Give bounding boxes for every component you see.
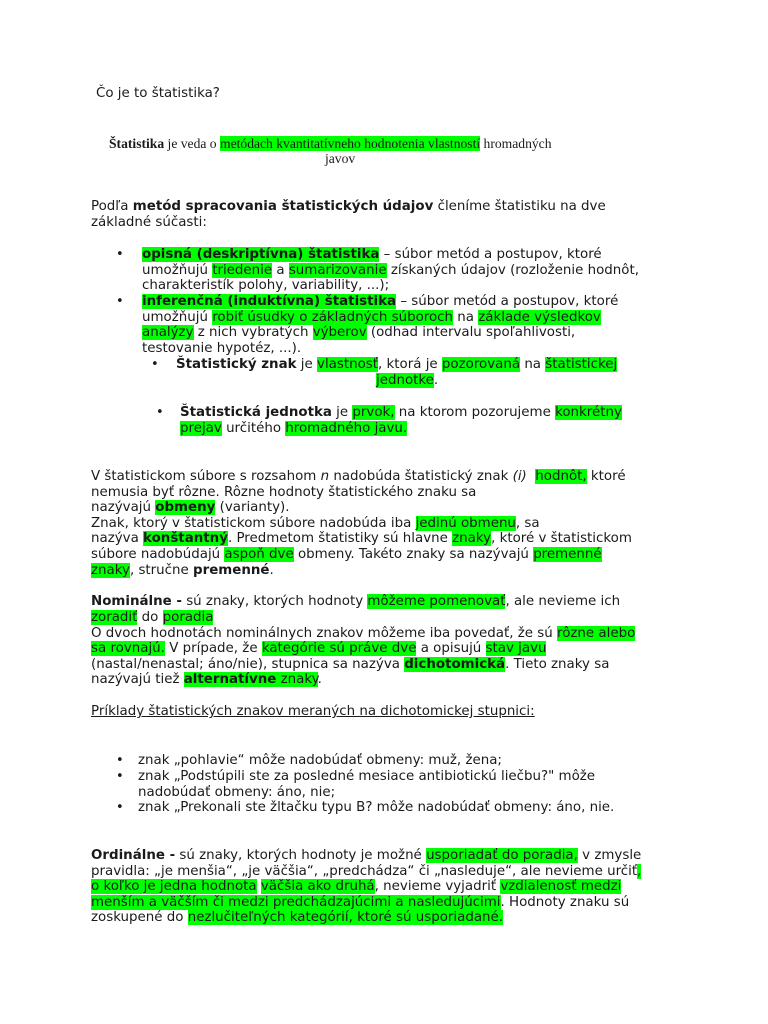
- page-title: Čo je to štatistika?: [96, 86, 220, 101]
- highlight: aspoň dve: [224, 547, 294, 562]
- definition-line-1: [109, 136, 552, 152]
- highlight: premenné: [533, 547, 602, 562]
- intro-line-2: základné súčasti:: [91, 215, 207, 230]
- text: a opisujú: [416, 641, 486, 656]
- paragraph-line: [91, 879, 621, 895]
- bold-text: Štatistický znak: [176, 357, 297, 372]
- highlight: kategórie sú práve dve: [261, 641, 417, 656]
- text: nazývajú: [91, 500, 156, 515]
- bullet-icon: •: [116, 247, 124, 262]
- text: určitého: [221, 421, 286, 436]
- highlight: sa rovnajú.: [91, 641, 165, 656]
- highlight: zoradiť: [91, 610, 138, 625]
- text: sú znaky, ktorých hodnoty je možné: [175, 848, 427, 863]
- text: členíme štatistiku na dve: [433, 199, 606, 214]
- highlight: znaky: [276, 672, 318, 687]
- paragraph-line: [91, 657, 609, 673]
- definition-term: Štatistika: [109, 136, 165, 151]
- bullet-icon: •: [116, 753, 124, 768]
- highlight: analýzy: [142, 325, 194, 340]
- paragraph-line: [91, 641, 546, 657]
- highlight: štatistickej: [545, 357, 618, 372]
- text: . Tieto znaky sa: [505, 657, 610, 672]
- list-item-line: [142, 325, 575, 341]
- highlight: jedinú obmenu: [415, 516, 516, 531]
- text: V prípade, že: [164, 641, 262, 656]
- highlight: poradia: [162, 610, 214, 625]
- text: sú znaky, ktorých hodnoty: [181, 594, 368, 609]
- text: na ktorom pozorujeme: [394, 405, 556, 420]
- highlight: opisná (deskriptívna) štatistika: [142, 247, 380, 262]
- italic-text: n: [320, 469, 330, 484]
- paragraph-line: [91, 895, 629, 911]
- highlight: prvok,: [352, 405, 395, 420]
- highlight: väčšia ako druhá: [260, 879, 375, 894]
- highlight: pozorovaná: [441, 357, 521, 372]
- highlight: konkrétny: [555, 405, 622, 420]
- list-item-line: [142, 263, 639, 279]
- highlight: prejav: [180, 421, 222, 436]
- text: ktoré: [586, 469, 626, 484]
- examples-heading: Príklady štatistických znakov meraných na dichotomickej stupnici:: [91, 704, 535, 719]
- paragraph-line: [91, 469, 626, 485]
- paragraph-line: [91, 500, 290, 516]
- text: O dvoch hodnotách nominálnych znakov môžeme iba povedať, že sú: [91, 626, 557, 641]
- list-item: znak „Prekonali ste žltačku typu B? môže nadobúdať obmeny: áno, nie.: [138, 800, 615, 815]
- text: umožňujú: [142, 263, 213, 278]
- list-item-line: nadobúdať obmeny: áno, nie;: [138, 785, 336, 800]
- list-item-line: [180, 421, 407, 437]
- text: V štatistickom súbore s rozsahom: [91, 469, 321, 484]
- highlight: znaky: [91, 563, 130, 578]
- text: , sa: [515, 516, 540, 531]
- text: nazýva: [91, 531, 144, 546]
- text: (varianty).: [215, 500, 290, 515]
- text: [527, 469, 536, 484]
- text: , stručne: [129, 563, 194, 578]
- highlight: výberov: [312, 325, 367, 340]
- text: Podľa: [91, 199, 133, 214]
- bold-text: Nominálne -: [91, 594, 182, 609]
- highlight: vlastnosť: [317, 357, 379, 372]
- paragraph-line: [91, 864, 641, 880]
- paragraph-line: [91, 531, 632, 547]
- highlight: alternatívne: [183, 672, 277, 687]
- bullet-icon: •: [116, 769, 124, 784]
- paragraph-line: [91, 610, 213, 626]
- text: je veda o: [164, 136, 221, 151]
- text: a: [272, 263, 289, 278]
- text: . Hodnoty znaku sú: [500, 895, 630, 910]
- highlight: robiť úsudky o základných súboroch: [212, 310, 454, 325]
- text: (odhad intervalu spoľahlivosti,: [366, 325, 576, 340]
- text: , ktorá je: [378, 357, 442, 372]
- list-item-line: [376, 373, 438, 389]
- text: , ale nevieme ich: [505, 594, 621, 609]
- text: .: [433, 373, 439, 388]
- paragraph-line: [91, 563, 274, 579]
- highlight: ,: [637, 864, 642, 879]
- text: na: [453, 310, 479, 325]
- list-item: [142, 294, 618, 310]
- text: zoskupené do: [91, 910, 188, 925]
- text: umožňujú: [142, 310, 213, 325]
- list-item-line: charakteristík polohy, variability, ...);: [142, 278, 390, 293]
- highlight: obmeny: [155, 500, 216, 515]
- highlight: stav javu: [485, 641, 547, 656]
- list-item: znak „pohlavie“ môže nadobúdať obmeny: muž, žena;: [138, 753, 502, 768]
- highlight: vzdialenosť medzi: [500, 879, 622, 894]
- paragraph-line: [91, 516, 540, 532]
- text: nadobúda štatistický znak: [329, 469, 513, 484]
- text: , ktoré v štatistickom: [491, 531, 632, 546]
- highlight: dichotomická: [404, 657, 506, 672]
- paragraph-line: [91, 594, 620, 610]
- highlight: menším a väčším či medzi predchádzajúcimi a nasledujúcimi: [91, 895, 501, 910]
- list-item: [180, 405, 622, 421]
- text: je: [331, 405, 353, 420]
- text: . Predmetom štatistiky sú hlavne: [227, 531, 453, 546]
- text: .: [317, 672, 322, 687]
- highlight: môžeme pomenovať: [367, 594, 506, 609]
- bullet-icon: •: [116, 800, 124, 815]
- paragraph-line: [91, 910, 503, 926]
- highlight: konštantný: [143, 531, 228, 546]
- highlight: základe výsledkov: [478, 310, 601, 325]
- bold-text: premenné: [193, 563, 270, 578]
- paragraph-line: [91, 547, 602, 563]
- bullet-icon: •: [116, 294, 124, 309]
- intro-line-1: [91, 199, 606, 215]
- highlight: metódach kvantitatívneho hodnotenia vlastností: [220, 136, 481, 151]
- paragraph-line: [91, 848, 641, 864]
- text: .: [269, 563, 274, 578]
- highlight: triedenie: [212, 263, 273, 278]
- text: z nich vybratých: [193, 325, 313, 340]
- italic-text: (i): [512, 469, 527, 484]
- highlight: rôzne alebo: [556, 626, 636, 641]
- text: na: [520, 357, 546, 372]
- paragraph-line: nemusia byť rôzne. Rôzne hodnoty štatistického znaku sa: [91, 485, 477, 500]
- text: – súbor metód a postupov, ktoré: [396, 294, 619, 309]
- paragraph-line: [91, 626, 635, 642]
- highlight: inferenčná (induktívna) štatistika: [142, 294, 397, 309]
- highlight: znaky: [452, 531, 492, 546]
- text: Znak, ktorý v štatistickom súbore nadobúda iba: [91, 516, 416, 531]
- list-item: [176, 357, 617, 373]
- text: pravidla: „je menšia“, „je väčšia“, „predchádza“ či „nasleduje“, ale nevieme určiť: [91, 864, 638, 879]
- definition-line-2: javov: [325, 151, 356, 166]
- list-item-line: testovanie hypotéz, ...).: [142, 341, 302, 356]
- highlight: jednotke: [376, 373, 434, 388]
- text: – súbor metód a postupov, ktoré: [379, 247, 602, 262]
- bullet-icon: •: [156, 405, 164, 420]
- highlight: hodnôt,: [535, 469, 587, 484]
- text: obmeny. Takéto znaky sa nazývajú: [293, 547, 534, 562]
- text: , nevieme vyjadriť: [374, 879, 501, 894]
- bold-text: metód spracovania štatistických údajov: [132, 199, 434, 214]
- text: hromadných: [480, 136, 552, 151]
- bold-text: Štatistická jednotka: [180, 405, 332, 420]
- list-item-line: [142, 310, 601, 326]
- text: je: [296, 357, 318, 372]
- highlight: sumarizovanie: [288, 263, 387, 278]
- highlight: hromadného javu.: [285, 421, 408, 436]
- bullet-icon: •: [151, 357, 159, 372]
- text: v zmysle: [577, 848, 642, 863]
- list-item: [142, 247, 602, 263]
- paragraph-line: [91, 672, 322, 688]
- highlight: o koľko je jedna hodnota: [91, 879, 257, 894]
- list-item: znak „Podstúpili ste za posledné mesiace antibiotickú liečbu?" môže: [138, 769, 596, 784]
- text: súbore nadobúdajú: [91, 547, 225, 562]
- highlight: usporiadať do poradia,: [426, 848, 578, 863]
- text: nazývajú tiež: [91, 672, 184, 687]
- text: do: [137, 610, 163, 625]
- text: (nastal/nenastal; áno/nie), stupnica sa nazýva: [91, 657, 405, 672]
- highlight: nezlučiteľných kategórií, ktoré sú usporiadané.: [187, 910, 504, 925]
- bold-text: Ordinálne -: [91, 848, 176, 863]
- text: získaných údajov (rozloženie hodnôt,: [386, 263, 639, 278]
